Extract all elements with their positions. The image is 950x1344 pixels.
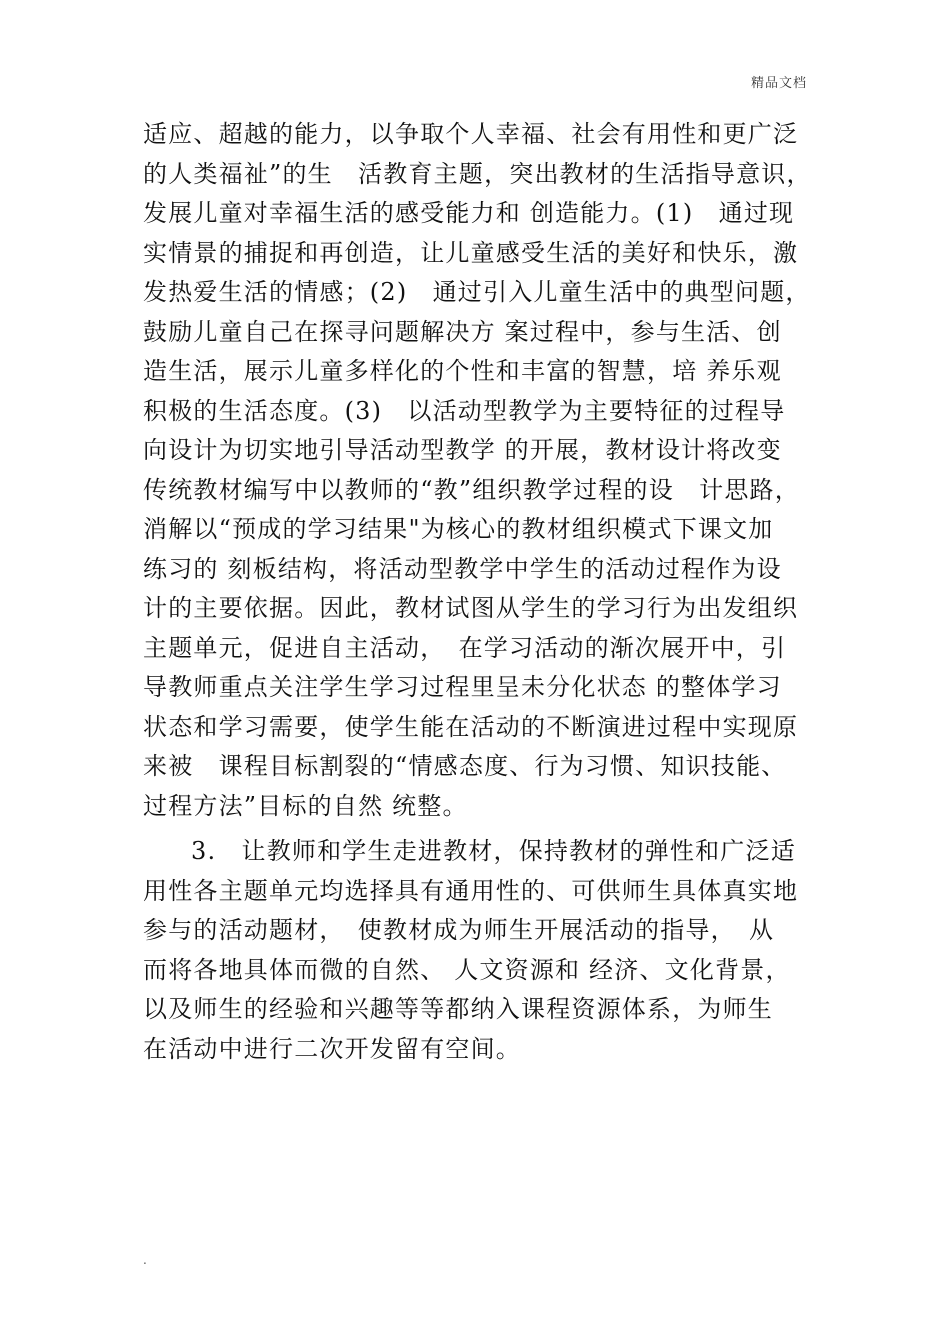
text-line: 的人类福祉”的生 活教育主题，突出教材的生活指导意识， <box>143 159 812 188</box>
text-line: 状态和学习需要，使学生能在活动的不断演进过程中实现原 <box>143 712 799 741</box>
footer-mark: . <box>143 1253 147 1267</box>
text-line: 参与的活动题材， 使教材成为师生开展活动的指导， 从 <box>143 916 775 944</box>
text-line: 导教师重点关注学生学习过程里呈未分化状态 的整体学习 <box>143 673 782 701</box>
text-line: 传统教材编写中以教师的“教”组织教学过程的设 计思路， <box>143 475 800 504</box>
text-line: 在活动中进行二次开发留有空间。 <box>143 1034 521 1063</box>
text-line: 适应、超越的能力，以争取个人幸福、社会有用性和更广泛 <box>143 120 799 148</box>
text-line: 积极的生活态度。(3) 以活动型教学为主要特征的过程导 <box>143 396 786 425</box>
text-line: 3. 让教师和学生走进教材，保持教材的弹性和广泛适 <box>191 837 796 865</box>
paragraph-2 <box>143 832 833 1069</box>
text-line: 以及师生的经验和兴趣等等都纳入课程资源体系，为师生 <box>143 995 773 1023</box>
text-line: 鼓励儿童自己在探寻问题解决方 案过程中，参与生活、创 <box>143 317 782 346</box>
text-line: 造生活，展示儿童多样化的个性和丰富的智慧，培 养乐观 <box>143 357 782 385</box>
text-line: 计的主要依据。因此，教材试图从学生的学习行为出发组织 <box>143 594 799 622</box>
text-line: 消解以“预成的学习结果"为核心的教材组织模式下课文加 <box>143 515 774 543</box>
text-line: 用性各主题单元均选择具有通用性的、可供师生具体真实地 <box>143 876 799 905</box>
text-line: 向设计为切实地引导活动型教学 的开展，教材设计将改变 <box>143 436 782 464</box>
paragraph-1 <box>143 115 833 826</box>
text-line: 主题单元，促进自主活动， 在学习活动的渐次展开中，引 <box>143 633 787 662</box>
text-line: 过程方法”目标的自然 统整。 <box>143 791 468 820</box>
text-line: 发展儿童对幸福生活的感受能力和 创造能力。(1) 通过现 <box>143 199 795 227</box>
text-line: 发热爱生活的情感；(2) 通过引入儿童生活中的典型问题， <box>143 278 811 306</box>
text-line: 来被 课程目标割裂的“情感态度、行为习惯、知识技能、 <box>143 752 787 780</box>
page-header: 精品文档 <box>750 76 807 91</box>
body-text <box>143 115 833 1069</box>
text-line: 练习的 刻板结构，将活动型教学中学生的活动过程作为设 <box>143 554 782 583</box>
text-line: 实情景的捕捉和再创造，让儿童感受生活的美好和快乐，激 <box>143 238 799 267</box>
text-line: 而将各地具体而微的自然、 人文资源和 经济、文化背景， <box>143 955 791 984</box>
